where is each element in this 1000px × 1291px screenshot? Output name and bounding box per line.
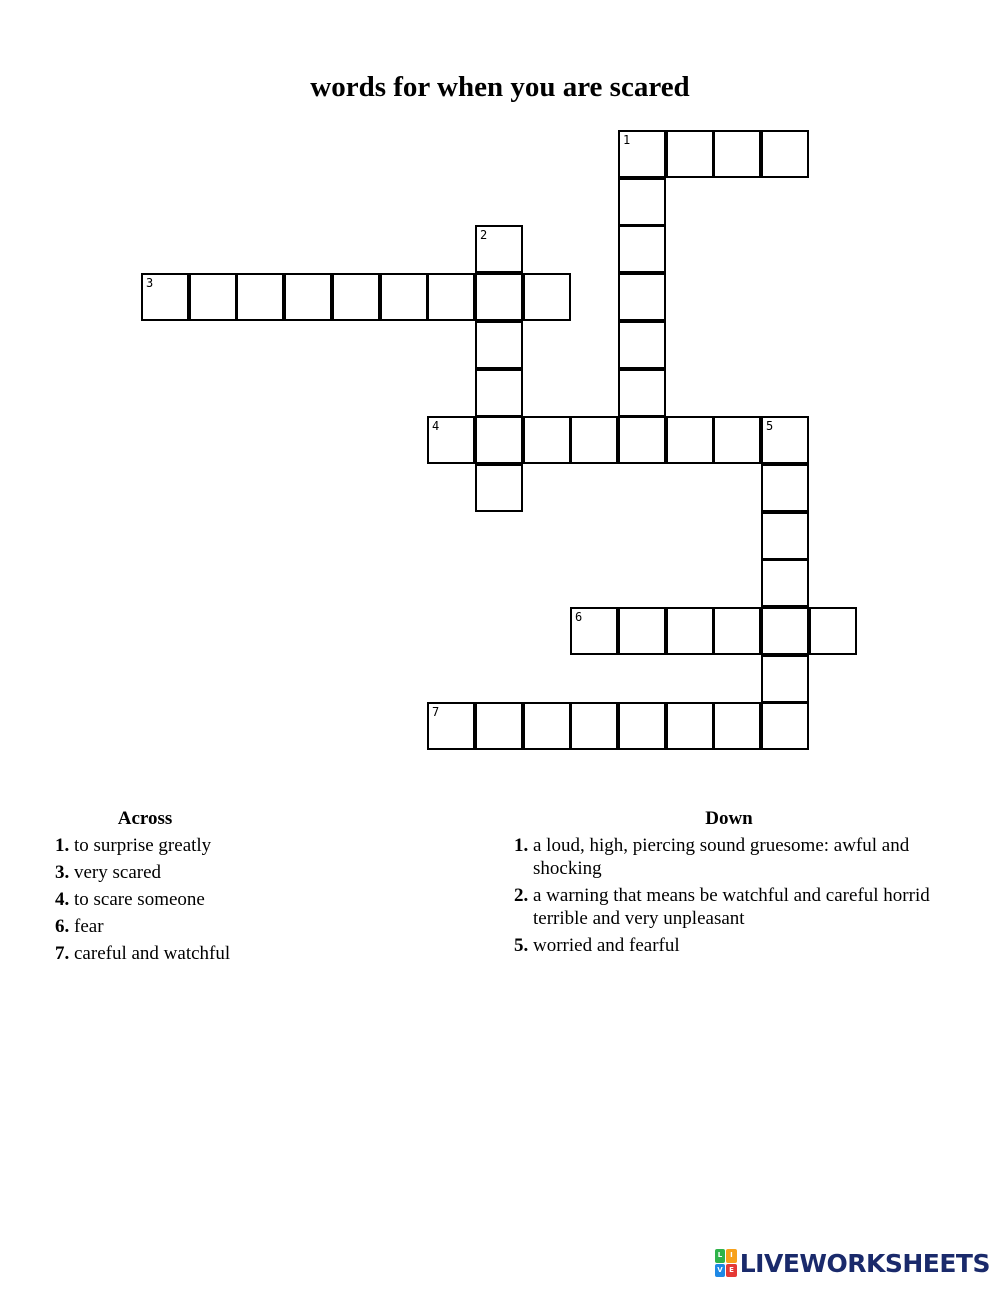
logo-mark-tile: V: [715, 1264, 726, 1278]
logo-mark-tile: E: [726, 1264, 737, 1278]
crossword-cell[interactable]: [761, 130, 809, 178]
down-clue: [514, 884, 954, 930]
clue-start-number: 7: [432, 705, 440, 719]
across-clue-list: [55, 834, 455, 969]
liveworksheets-logo-icon: [715, 1249, 737, 1277]
crossword-cell[interactable]: [570, 702, 618, 750]
down-clue: [514, 934, 954, 957]
crossword-cell[interactable]: [761, 559, 809, 607]
crossword-cell[interactable]: [189, 273, 237, 321]
worksheet-title: words for when you are scared: [310, 71, 690, 103]
crossword-cell[interactable]: [618, 225, 666, 273]
crossword-cell[interactable]: [666, 702, 714, 750]
clue-number: 1.: [55, 835, 70, 856]
across-clue: [55, 888, 455, 911]
across-clue: [55, 834, 455, 857]
crossword-cell[interactable]: [427, 416, 475, 464]
crossword-cell[interactable]: [618, 273, 666, 321]
crossword-cell[interactable]: [523, 702, 571, 750]
clue-number: 1.: [514, 835, 529, 856]
across-clue: [55, 942, 455, 965]
clue-text: a warning that means be watchful and careful horrid terrible and very unpleasant: [533, 885, 930, 929]
crossword-cell[interactable]: [713, 702, 761, 750]
crossword-cell[interactable]: [570, 416, 618, 464]
down-clue-list: [514, 834, 954, 961]
crossword-cell[interactable]: [284, 273, 332, 321]
clue-number: 3.: [55, 862, 70, 883]
clue-start-number: 4: [432, 419, 440, 433]
crossword-cell[interactable]: [475, 369, 523, 417]
down-clue: [514, 834, 954, 880]
clue-text: worried and fearful: [533, 935, 680, 956]
crossword-cell[interactable]: [618, 607, 666, 655]
logo-text: LIVEWORKSHEETS: [739, 1248, 990, 1278]
crossword-cell[interactable]: [475, 273, 523, 321]
crossword-cell[interactable]: [475, 464, 523, 512]
crossword-cell[interactable]: [761, 655, 809, 703]
clue-number: 7.: [55, 943, 70, 964]
crossword-cell[interactable]: [618, 321, 666, 369]
crossword-cell[interactable]: [666, 416, 714, 464]
crossword-cell[interactable]: [570, 607, 618, 655]
crossword-cell[interactable]: [618, 369, 666, 417]
clue-text: fear: [74, 916, 104, 937]
crossword-cell[interactable]: [713, 607, 761, 655]
crossword-cell[interactable]: [380, 273, 428, 321]
crossword-cell[interactable]: [666, 130, 714, 178]
crossword-cell[interactable]: [236, 273, 284, 321]
crossword-cell[interactable]: [713, 130, 761, 178]
crossword-cell[interactable]: [141, 273, 189, 321]
crossword-cell[interactable]: [761, 702, 809, 750]
clue-start-number: 2: [480, 228, 488, 242]
clue-start-number: 1: [623, 133, 631, 147]
clue-start-number: 6: [575, 610, 583, 624]
clue-text: a loud, high, piercing sound gruesome: awful and shocking: [533, 835, 910, 879]
crossword-cell[interactable]: [475, 416, 523, 464]
crossword-cell[interactable]: [618, 702, 666, 750]
crossword-cell[interactable]: [761, 512, 809, 560]
liveworksheets-logo: [715, 1246, 990, 1280]
clue-number: 6.: [55, 916, 70, 937]
across-clue: [55, 861, 455, 884]
crossword-cell[interactable]: [809, 607, 857, 655]
across-heading: Across: [117, 808, 173, 829]
down-heading: Down: [705, 808, 753, 829]
crossword-cell[interactable]: [523, 273, 571, 321]
logo-mark-tile: L: [715, 1249, 726, 1263]
clue-text: to scare someone: [74, 889, 205, 910]
crossword-cell[interactable]: [618, 416, 666, 464]
crossword-cell[interactable]: [761, 416, 809, 464]
crossword-cell[interactable]: [427, 702, 475, 750]
crossword-cell[interactable]: [475, 321, 523, 369]
crossword-cell[interactable]: [666, 607, 714, 655]
crossword-cell[interactable]: [618, 178, 666, 226]
crossword-cell[interactable]: [761, 464, 809, 512]
clue-number: 4.: [55, 889, 70, 910]
crossword-cell[interactable]: [427, 273, 475, 321]
clue-text: careful and watchful: [74, 943, 231, 964]
clue-start-number: 5: [766, 419, 774, 433]
clue-text: to surprise greatly: [74, 835, 212, 856]
clue-text: very scared: [74, 862, 162, 883]
across-clue: [55, 915, 455, 938]
logo-mark-tile: I: [726, 1249, 737, 1263]
clue-number: 2.: [514, 885, 529, 906]
crossword-cell[interactable]: [618, 130, 666, 178]
clue-number: 5.: [514, 935, 529, 956]
crossword-cell[interactable]: [475, 225, 523, 273]
crossword-cell[interactable]: [523, 416, 571, 464]
crossword-cell[interactable]: [713, 416, 761, 464]
crossword-cell[interactable]: [475, 702, 523, 750]
crossword-cell[interactable]: [761, 607, 809, 655]
clue-start-number: 3: [146, 276, 154, 290]
crossword-cell[interactable]: [332, 273, 380, 321]
